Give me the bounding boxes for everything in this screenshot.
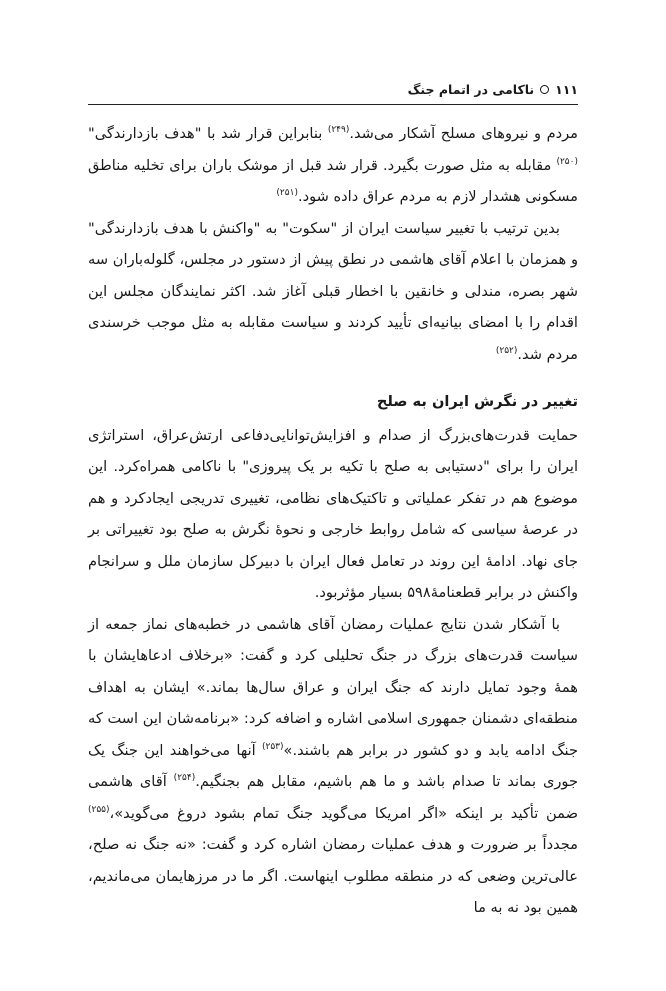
paragraph-1-tail: مقابله به مثل صورت بگیرد. قرار شد قبل از موشک باران برای تخلیه مناطق مسکونی هشدار لازم به مردم عراق داده شود. bbox=[88, 156, 578, 205]
footnote-ref-252[interactable]: (۲۵۲) bbox=[495, 345, 518, 356]
header-rule bbox=[88, 104, 578, 105]
section-paragraph-2-d: مجدداً بر ضرورت و هدف عملیات رمضان اشاره کرد و گفت: «نه جنگ نه صلح، عالی‌ترین وضعی که در منطقه مطلوب اینهاست. اگر ما در مرزهایمان می‌ماندیم، همین بود نه به ما bbox=[88, 836, 578, 916]
footnote-ref-255[interactable]: (۲۵۵) bbox=[88, 804, 110, 815]
footnote-ref-251[interactable]: (۲۵۱) bbox=[276, 188, 298, 199]
paragraph-2 bbox=[88, 213, 578, 371]
paragraph-1-mid: بنابراین قرار شد با "هدف بازدارندگی" bbox=[88, 125, 328, 142]
section-paragraph-1: حمایت قدرت‌های‌بزرگ از صدام و افزایش‌توانایی‌دفاعی ارتش‌عراق، استراتژی ایران را برای "دستیابی به صلح با تکیه بر یک پیروزی" با ناکامی همراه‌کرد. این موضوع هم در تفکر عملیاتی و تاکتیک‌های نظامی، تغییری تدریجی ایجادکرد و هم در عرصهٔ سیاسی که شامل روابط خارجی و نحوهٔ نگرش به صلح بود تغییراتی بر جای نهاد. ادامهٔ این روند در تعامل فعال ایران با دبیرکل سازمان ملل و سرانجام واکنش در برابر قطعنامهٔ۵۹۸ بسیار مؤثربود. bbox=[88, 426, 578, 601]
footnote-ref-250[interactable]: (۲۵۰) bbox=[556, 156, 578, 167]
section-paragraph-2-b: آنها می‌خواهند این جنگ یک جوری بماند تا صدام باشد و ما هم باشیم، مقابل هم بجنگیم. bbox=[88, 741, 578, 790]
footnote-ref-249[interactable]: (۲۴۹) bbox=[327, 125, 350, 136]
section-paragraph-2 bbox=[88, 609, 578, 924]
paragraph-2-text: بدین ترتیب با تغییر سیاست ایران از "سکوت" به "واکنش با هدف بازدارندگی" و همزمان با اعلام آقای هاشمی در نطق پیش از دستور در مجلس، گلوله‌باران سه شهر بصره، مندلی و خانقین با اخطار قبلی آغاز شد. اکثر نمایندگان مجلس این اقدام را با امضای بیانیه‌ای تأیید کردند و سیاست مقابله به مثل موجب خرسندی مردم شد. bbox=[88, 219, 578, 363]
body-text bbox=[88, 118, 578, 924]
page-number: ۱۱۱ bbox=[555, 81, 578, 97]
running-header bbox=[88, 78, 578, 100]
chapter-title: ناکامی در اتمام جنگ bbox=[407, 81, 535, 97]
circle-icon bbox=[540, 85, 549, 94]
footnote-ref-254[interactable]: (۲۵۴) bbox=[173, 773, 196, 784]
paragraph-1-lead: مردم و نیروهای مسلح آشکار می‌شد. bbox=[349, 125, 579, 142]
paragraph-1 bbox=[88, 118, 578, 213]
section-paragraph-2-c: آقای هاشمی ضمن تأکید بر اینکه «اگر امریکا می‌گوید جنگ تمام بشود دروغ می‌گوید»، bbox=[88, 773, 578, 822]
footnote-ref-253[interactable]: (۲۵۳) bbox=[262, 741, 284, 752]
section-heading: تغییر در نگرش ایران به صلح bbox=[376, 393, 578, 410]
section-paragraph-2-a: با آشکار شدن نتایج عملیات رمضان آقای هاشمی در خطبه‌های نماز جمعه از سیاست قدرت‌های بزرگ در جنگ تحلیلی کرد و گفت: «برخلاف ادعاهایشان با همهٔ وجود تمایل دارند که جنگ ایران و عراق سال‌ها بماند.» ایشان به اهداف منطقه‌ای دشمنان جمهوری اسلامی اشاره و اضافه کرد: «برنامه‌شان این است که جنگ ادامه یابد و دو کشور در برابر هم باشند.» bbox=[88, 615, 578, 759]
